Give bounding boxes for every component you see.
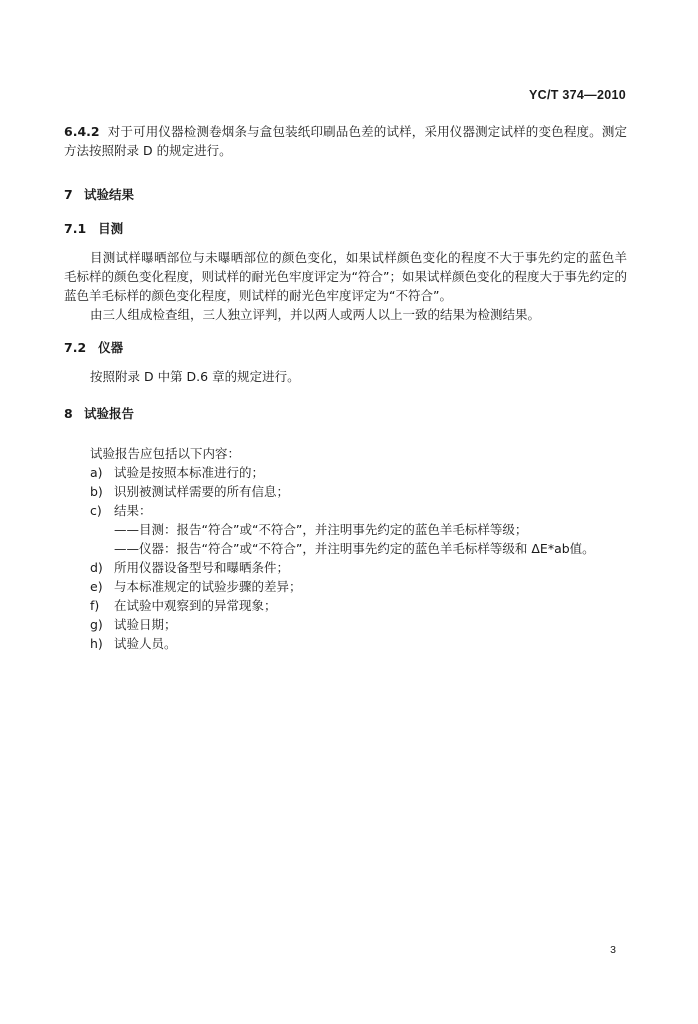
- clause-text: 对于可用仪器检测卷烟条与盒包装纸印刷品色差的试样，采用仪器测定试样的变色程度。测定方法按照附录 D 的规定进行。: [64, 124, 627, 158]
- list-item-text: 在试验中观察到的异常现象；: [114, 598, 277, 613]
- list-item-text: 所用仪器设备型号和曝晒条件；: [114, 560, 290, 575]
- report-intro: 试验报告应包括以下内容：: [90, 446, 241, 461]
- section-title: 仪器: [98, 340, 124, 355]
- list-item-text: 与本标准规定的试验步骤的差异；: [114, 579, 302, 594]
- list-item-label: e): [90, 579, 103, 594]
- list-item: [64, 577, 627, 596]
- section-title: 试验报告: [84, 406, 135, 421]
- section-title: 目测: [98, 221, 124, 236]
- report-items-list: [64, 463, 627, 653]
- section-number: 7.2: [64, 340, 87, 355]
- clause-number: 6.4.2: [64, 124, 100, 139]
- list-item-label: f): [90, 598, 100, 613]
- list-item-label: d): [90, 560, 103, 575]
- section-7-1-paragraph-2: 由三人组成检查组，三人独立评判，并以两人或两人以上一致的结果为检测结果。: [90, 307, 541, 322]
- list-item: [64, 482, 627, 501]
- list-item-text: 试验人员。: [114, 636, 177, 651]
- list-item: [64, 615, 627, 634]
- list-item: [64, 501, 627, 520]
- list-item: [64, 596, 627, 615]
- list-item: [64, 634, 627, 653]
- page-content: [64, 122, 627, 653]
- section-title: 试验结果: [84, 187, 135, 202]
- clause-6-4-2: [64, 122, 627, 160]
- list-item-text: 试验是按照本标准进行的；: [114, 465, 265, 480]
- result-sub-item-instrument: ——仪器：报告“符合”或“不符合”，并注明事先约定的蓝色羊毛标样等级和 ΔE*ab值。: [114, 541, 595, 556]
- section-7-heading: [64, 185, 627, 203]
- section-7-1-paragraph-1: 目测试样曝晒部位与未曝晒部位的颜色变化，如果试样颜色变化的程度不大于事先约定的蓝色羊毛标样的颜色变化程度，则试样的耐光色牢度评定为“符合”；如果试样颜色变化的程度大于事先约定的蓝色羊毛标样的颜色变化程度，则试样的耐光色牢度评定为“不符合”。: [64, 250, 627, 303]
- section-8-heading: [64, 404, 627, 422]
- list-item: [64, 558, 627, 577]
- result-sub-item-visual: ——目测：报告“符合”或“不符合”，并注明事先约定的蓝色羊毛标样等级；: [114, 522, 528, 537]
- section-number: 7.1: [64, 221, 87, 236]
- list-item-text: 试验日期；: [114, 617, 177, 632]
- list-item: [64, 463, 627, 482]
- list-item-label: h): [90, 636, 103, 651]
- list-item-label: a): [90, 465, 103, 480]
- section-number: 7: [64, 187, 73, 202]
- list-item-label: b): [90, 484, 103, 499]
- section-7-1-heading: [64, 219, 627, 237]
- page-number: 3: [610, 944, 616, 956]
- list-item-text: 结果：: [114, 503, 152, 518]
- section-7-2-heading: [64, 338, 627, 356]
- section-number: 8: [64, 406, 73, 421]
- list-item-label: g): [90, 617, 103, 632]
- list-item-label: c): [90, 503, 102, 518]
- document-code: YC/T 374—2010: [528, 88, 626, 102]
- section-7-2-paragraph: 按照附录 D 中第 D.6 章的规定进行。: [90, 369, 300, 384]
- list-item-text: 识别被测试样需要的所有信息；: [114, 484, 290, 499]
